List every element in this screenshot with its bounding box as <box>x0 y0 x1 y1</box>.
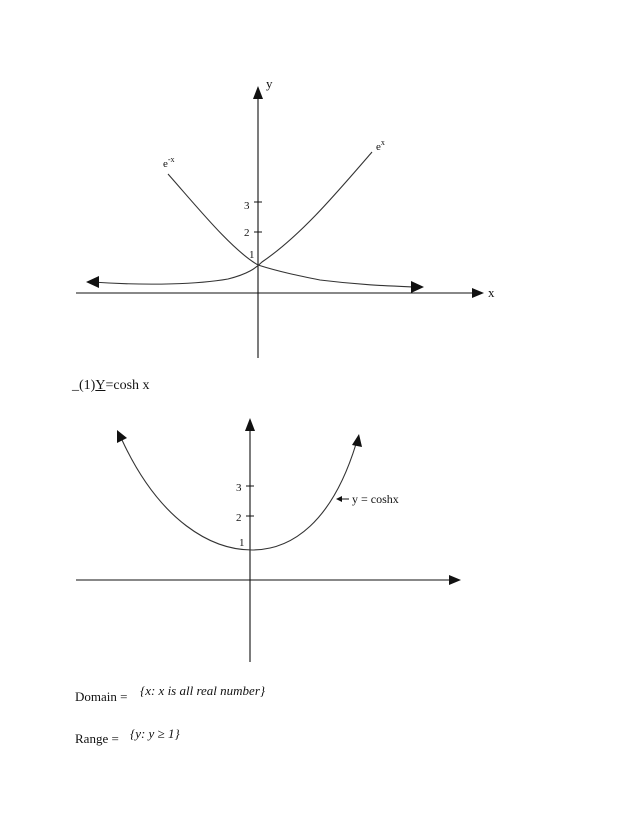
graph1-curve-exp-neg <box>168 174 414 287</box>
graph2-x-arrowhead <box>449 575 461 585</box>
range-value: {y: y ≥ 1} <box>130 726 180 741</box>
graph1-x-label: x <box>488 285 495 300</box>
graph-cosh <box>76 418 461 662</box>
graph1-tick-label-2: 2 <box>244 227 250 239</box>
graph2-tick-label-3: 3 <box>236 482 242 494</box>
graph1-tick-label-3: 3 <box>244 200 250 212</box>
caption-rest: =cosh x <box>105 378 150 393</box>
graph1-curve-exp <box>92 152 372 284</box>
graph2-y-arrowhead <box>245 418 255 431</box>
range-label: Range = <box>75 731 119 746</box>
graph1-curve-exp-neg-label: $e^{-x}$ <box>163 155 175 170</box>
graph1-x-arrowhead <box>472 288 484 298</box>
graph2-curve-cosh <box>122 440 356 550</box>
graph-exponentials <box>76 76 495 358</box>
graph2-label-pointer-arrowhead <box>336 496 342 502</box>
domain-value: {x: x is all real number} <box>140 683 266 698</box>
caption-cosh <box>72 378 150 394</box>
domain-label: Domain = <box>75 689 128 704</box>
graph2-tick-label-2: 2 <box>236 512 242 524</box>
graph1-y-arrowhead <box>253 86 263 99</box>
caption-underlined: Y <box>95 378 106 393</box>
graph1-tick-label-1: 1 <box>249 249 255 261</box>
graph2-curve-label: y = coshx <box>352 492 399 506</box>
graph2-curve-right-arrowhead <box>352 434 362 447</box>
graph1-curve-exp-label: $e^x$ <box>376 138 385 153</box>
graph1-y-label: y <box>266 76 273 91</box>
graph1-curve-exp-neg-right-arrowhead <box>411 281 424 293</box>
caption-prefix: _(1) <box>72 378 96 393</box>
graph2-tick-label-1: 1 <box>239 537 245 549</box>
graph1-curve-exp-left-arrowhead <box>86 276 99 288</box>
